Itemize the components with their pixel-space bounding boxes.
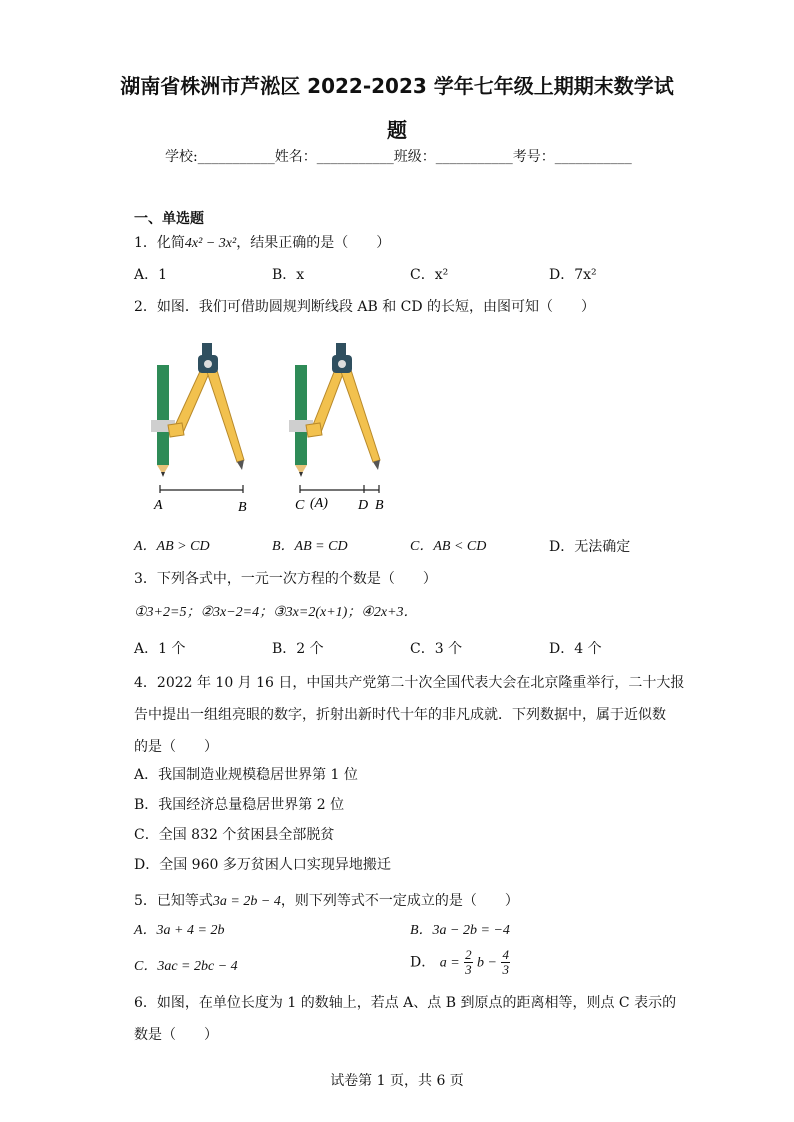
q5-stem-a: 5．已知等式 (134, 893, 213, 909)
label-a: A (154, 498, 163, 513)
student-info-fields: 学校:___________姓名：___________班级：___________考号：___________ (165, 149, 632, 165)
question-1-stem (134, 234, 390, 253)
label-b-right: B (375, 498, 384, 513)
q4-option-d[interactable]: D．全国 960 多万贫困人口实现异地搬迁 (134, 857, 391, 873)
label-d: D (358, 498, 369, 513)
q1-option-d[interactable]: D．7x² (549, 267, 597, 283)
left-compass-icon (151, 343, 244, 477)
q1-expression: 4x² − 3x² (184, 236, 237, 251)
q4-option-b[interactable]: B．我国经济总量稳居世界第 2 位 (134, 797, 345, 813)
q1-option-c[interactable]: C．x² (410, 267, 449, 283)
q5-option-c[interactable]: C．3ac = 2bc − 4 (134, 959, 238, 974)
page-footer: 试卷第 1 页，共 6 页 (330, 1073, 464, 1089)
page-title-line1: 湖南省株洲市芦淞区 2022-2023 学年七年级上期期末数学试 (120, 74, 674, 98)
q2-option-c[interactable]: C．AB < CD (410, 539, 487, 554)
q3-option-c[interactable]: C．3 个 (410, 641, 463, 657)
q5-option-d-mid: b − (477, 955, 497, 971)
label-a-paren: (A) (310, 496, 328, 511)
q5-option-d-lhs: a = (439, 955, 460, 971)
question-6-line1: 6．如图，在单位长度为 1 的数轴上，若点 A、点 B 到原点的距离相等，则点 C 表示的 (134, 995, 677, 1011)
q5-option-d-prefix: D． (410, 954, 436, 971)
question-4-line3: 的是（ ） (134, 739, 218, 755)
q1-stem-b: ，结果正确的是（ ） (236, 235, 391, 251)
q3-option-d[interactable]: D．4 个 (549, 641, 602, 657)
q4-option-c[interactable]: C．全国 832 个贫困县全部脱贫 (134, 827, 335, 843)
q1-option-b[interactable]: B．x (272, 267, 305, 283)
q4-option-a[interactable]: A．我国制造业规模稳居世界第 1 位 (134, 767, 358, 783)
compass-figure (140, 335, 400, 515)
q2-option-d[interactable]: D．无法确定 (549, 539, 631, 555)
q5-fraction-2: $\frac{4}{3}$ (502, 947, 509, 977)
q5-option-d[interactable] (410, 948, 510, 977)
q1-stem-a: 1．化简 (134, 235, 185, 251)
q5-stem-b: ，则下列等式不一定成立的是（ ） (280, 893, 519, 909)
q3-option-b[interactable]: B．2 个 (272, 641, 324, 657)
label-c: C (295, 498, 305, 513)
q1-option-a[interactable]: A．1 (134, 267, 168, 283)
q3-items: ①3+2=5；②3x−2=4；③3x=2(x+1)；④2x+3． (134, 605, 418, 620)
q5-expression: 3a = 2b − 4 (212, 894, 281, 909)
right-compass-icon (289, 343, 380, 477)
q5-option-b[interactable]: B．3a − 2b = −4 (410, 923, 510, 938)
q5-fraction-1: $\frac{2}{3}$ (465, 947, 472, 977)
question-5-stem (134, 892, 519, 911)
question-4-line1: 4．2022 年 10 月 16 日，中国共产党第二十次全国代表大会在北京隆重举行，二十大报 (134, 675, 685, 691)
question-3-stem: 3．下列各式中，一元一次方程的个数是（ ） (134, 571, 437, 587)
label-b: B (238, 500, 247, 515)
q5-option-a[interactable]: A．3a + 4 = 2b (134, 923, 225, 938)
question-2-stem: 2．如图．我们可借助圆规判断线段 AB 和 CD 的长短，由图可知（ ） (134, 299, 596, 315)
section-title: 一、单选题 (134, 211, 204, 227)
q3-option-a[interactable]: A．1 个 (134, 641, 186, 657)
question-6-line2: 数是（ ） (134, 1027, 218, 1043)
question-4-line2: 告中提出一组组亮眼的数字，折射出新时代十年的非凡成就．下列数据中，属于近似数 (134, 707, 666, 723)
q2-option-b[interactable]: B．AB = CD (272, 539, 348, 554)
page-title-line2: 题 (387, 118, 407, 142)
q2-option-a[interactable]: A．AB > CD (134, 539, 210, 554)
